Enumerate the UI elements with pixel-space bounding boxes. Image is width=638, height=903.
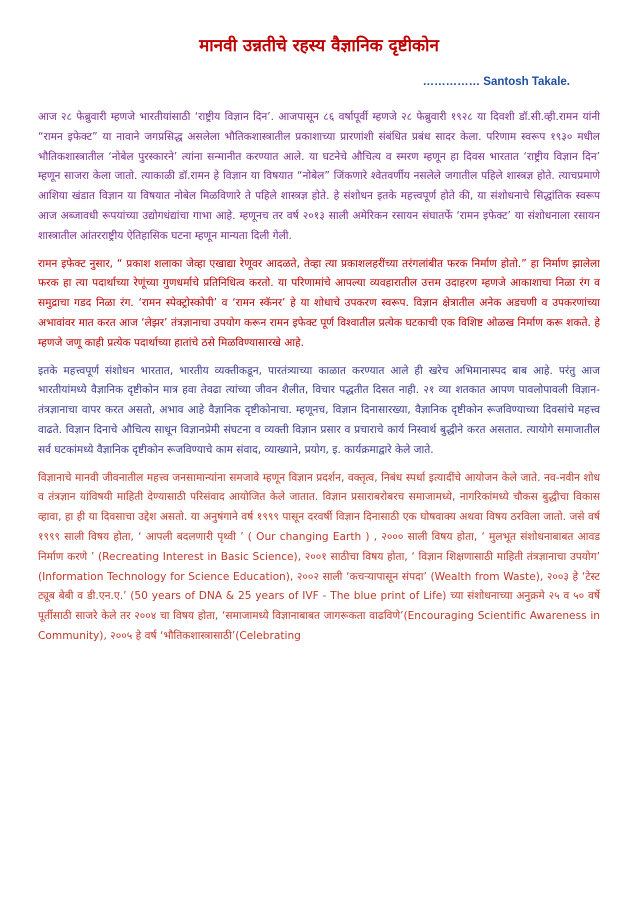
paragraph-science-day-themes: विज्ञानाचे मानवी जीवनातील महत्त्व जनसामान्यांना समजावे म्हणून विज्ञान प्रदर्शन, वक्तृत्व, निबंध स्पर्धा इत्यादींचे आयोजन केले जाते. नव-नवीन शोध व तंत्रज्ञान यांविषयी माहिती देण्यासाठी परिसंवाद आयोजित केले जातात. विज्ञान प्रसाराबरोबरच समाजामध्ये, नागरिकांमध्ये चौकस बुद्धीचा विकास व्हावा, हा ही या दिवसाचा उद्देश असतो. या अनुषंगाने वर्ष १९९९ पासून दरवर्षी विज्ञान दिनासाठी एक घोषवाक्य अथवा विषय ठरविला जातो. जसे वर्ष १९९९ साली विषय होता, ‘ आपली बदलणारी पृथ्वी ’ ( Our changing Earth ) , २००० साली विषय होता, ‘ मुलभूत संशोधनाबाबत आवड निर्माण करणे ’ (Recreating Interest in Basic Science), २००१ साठीचा विषय होता, ‘ विज्ञान शिक्षणासाठी माहिती तंत्रज्ञानाचा उपयोग’ (Information Technology for Science Education), २००२ साली ‘कचऱ्यापासून संपदा’ (Wealth from Waste), २००३ हे ‘टेस्ट ट्यूब बेबी व डी.एन.ए.’ (50 years of DNA & 25 years of IVF - The blue print of Life) च्या संशोधनाच्या अनुक्रमे २५ व ५० वर्षे पूर्तीसाठी साजरे केले तर २००४ चा विषय होता, ‘समाजामध्ये विज्ञानाबाबत जागरूकता वाढविणे’(Encouraging Scientific Awareness in Community), २००५ हे वर्ष ‘भौतिकशास्त्रासाठी’(Celebrating: [38, 471, 600, 642]
author-line: …………… Santosh Takale.: [422, 76, 570, 88]
paragraph-scientific-temper: इतके महत्त्वपूर्ण संशोधन भारतात, भारतीय व्यक्तीकडून, पारतंत्र्याच्या काळात करण्यात आले ही खरेच अभिमानास्पद बाब आहे. परंतु आज भारतीयांमध्ये वैज्ञानिक दृष्टीकोन मात्र हवा तेवढा त्यांच्या जीवन शैलीत, विचार पद्धतीत दिसत नाही. २१ व्या शतकात आपण पावलोपावली विज्ञान-तंत्रज्ञानाचा वापर करत असतो, अभाव आहे वैज्ञानिक दृष्टीकोनाचा. म्हणूनच, विज्ञान दिनासारख्या, वैज्ञानिक दृष्टीकोन रूजविण्याच्या दिवसांचे महत्त्व वाढते. विज्ञान दिनाचे औचित्य साधून विज्ञानप्रेमी संघटना व व्यक्ती विज्ञान प्रसार व प्रचाराचे कार्य निस्वार्थ बुद्धीने करत असतात. त्यायोगे समाजातील सर्व घटकांमध्ये वैज्ञानिक दृष्टीकोन रूजविण्याचे काम संवाद, व्याख्याने, प्रयोग, इ. कार्यक्रमाद्वारे केले जाते.: [38, 364, 600, 456]
paragraph-raman-day: आज २८ फेब्रुवारी म्हणजे भारतीयांसाठी ‘राष्ट्रीय विज्ञान दिन’. आजपासून ८६ वर्षापूर्वी म्हणजे २८ फेब्रुवारी १९२८ या दिवशी डॉ.सी.व्ही.रामन यांनी “रामन इफेक्ट” या नावाने जगप्रसिद्ध असलेला भौतिकशास्त्रातील प्रकाशाच्या प्रारणांशी संबंधित प्रबंध सादर केला. परिणाम स्वरूप १९३० मधील भौतिकशास्त्रातील ‘नोबेल पुरस्कारने’ त्यांना सन्मानीत करण्यात आले. या घटनेचे औचित्य व स्मरण म्हणून हा दिवस भारतात ‘राष्ट्रीय विज्ञान दिन’ म्हणून साजरा केला जातो. त्याकाळी डॉ.रामन हे विज्ञान या विषयात “नोबेल” जिंकणारे श्वेतवर्णीय नसलेले जगातील पहिले शास्त्रज्ञ होते. त्याचप्रमाणे आशिया खंडात विज्ञान या विषयात नोबेल मिळविणारे ते पहिले शास्त्रज्ञ होते. हे संशोधन इतके महत्त्वपूर्ण होते की, या संशोधनाचे सिद्धांतिक स्वरूप आज अब्जावधी रूपयांच्या उद्योगधंद्यांचा गाभा आहे. म्हणूनच तर वर्ष २०१३ साली अमेरिकन रसायन संघातर्फे ‘रामन इफेक्ट’ या संशोधनाला रसायन शास्त्रातील आंतरराष्ट्रीय ऐतिहासिक घटना म्हणून मान्यता दिली गेली.: [38, 111, 600, 242]
paragraph-raman-effect: रामन इफेक्ट नुसार, “ प्रकाश शलाका जेव्हा एखाद्या रेणूवर आदळते, तेव्हा त्या प्रकाशलहरींच्या तरंगलांबीत फरक निर्माण होतो.” हा निर्माण झालेला फरक हा त्या पदार्थाच्या रेणूंच्या गुणधर्माचे प्रतिनिधित्व करतो. या परिणामांचे आपल्या व्यवहारातील उत्तम उदाहरण म्हणजे आकाशाचा निळा रंग व समुद्राचा गडद निळा रंग. ‘रामन स्पेक्ट्रोस्कोपी’ व ‘रामन स्कॅनर’ हे या शोधाचे उपकरण स्वरूप. विज्ञान क्षेत्रातील अनेक अडचणी व उपकरणांच्या अभावांवर मात करत आज ‘लेझर’ तंत्रज्ञानाचा उपयोग करून रामन इफेक्ट पूर्ण विश्वातील प्रत्येक घटकाची एक विशिष्ट ओळख निर्माण करू शकते. हे म्हणजे जणू काही प्रत्येक पदार्थाच्या हातांचे ठसे मिळविण्यासारखे आहे.: [38, 257, 600, 349]
page-title: मानवी उन्नतीचे रहस्य वैज्ञानिक दृष्टीकोन: [199, 36, 439, 56]
